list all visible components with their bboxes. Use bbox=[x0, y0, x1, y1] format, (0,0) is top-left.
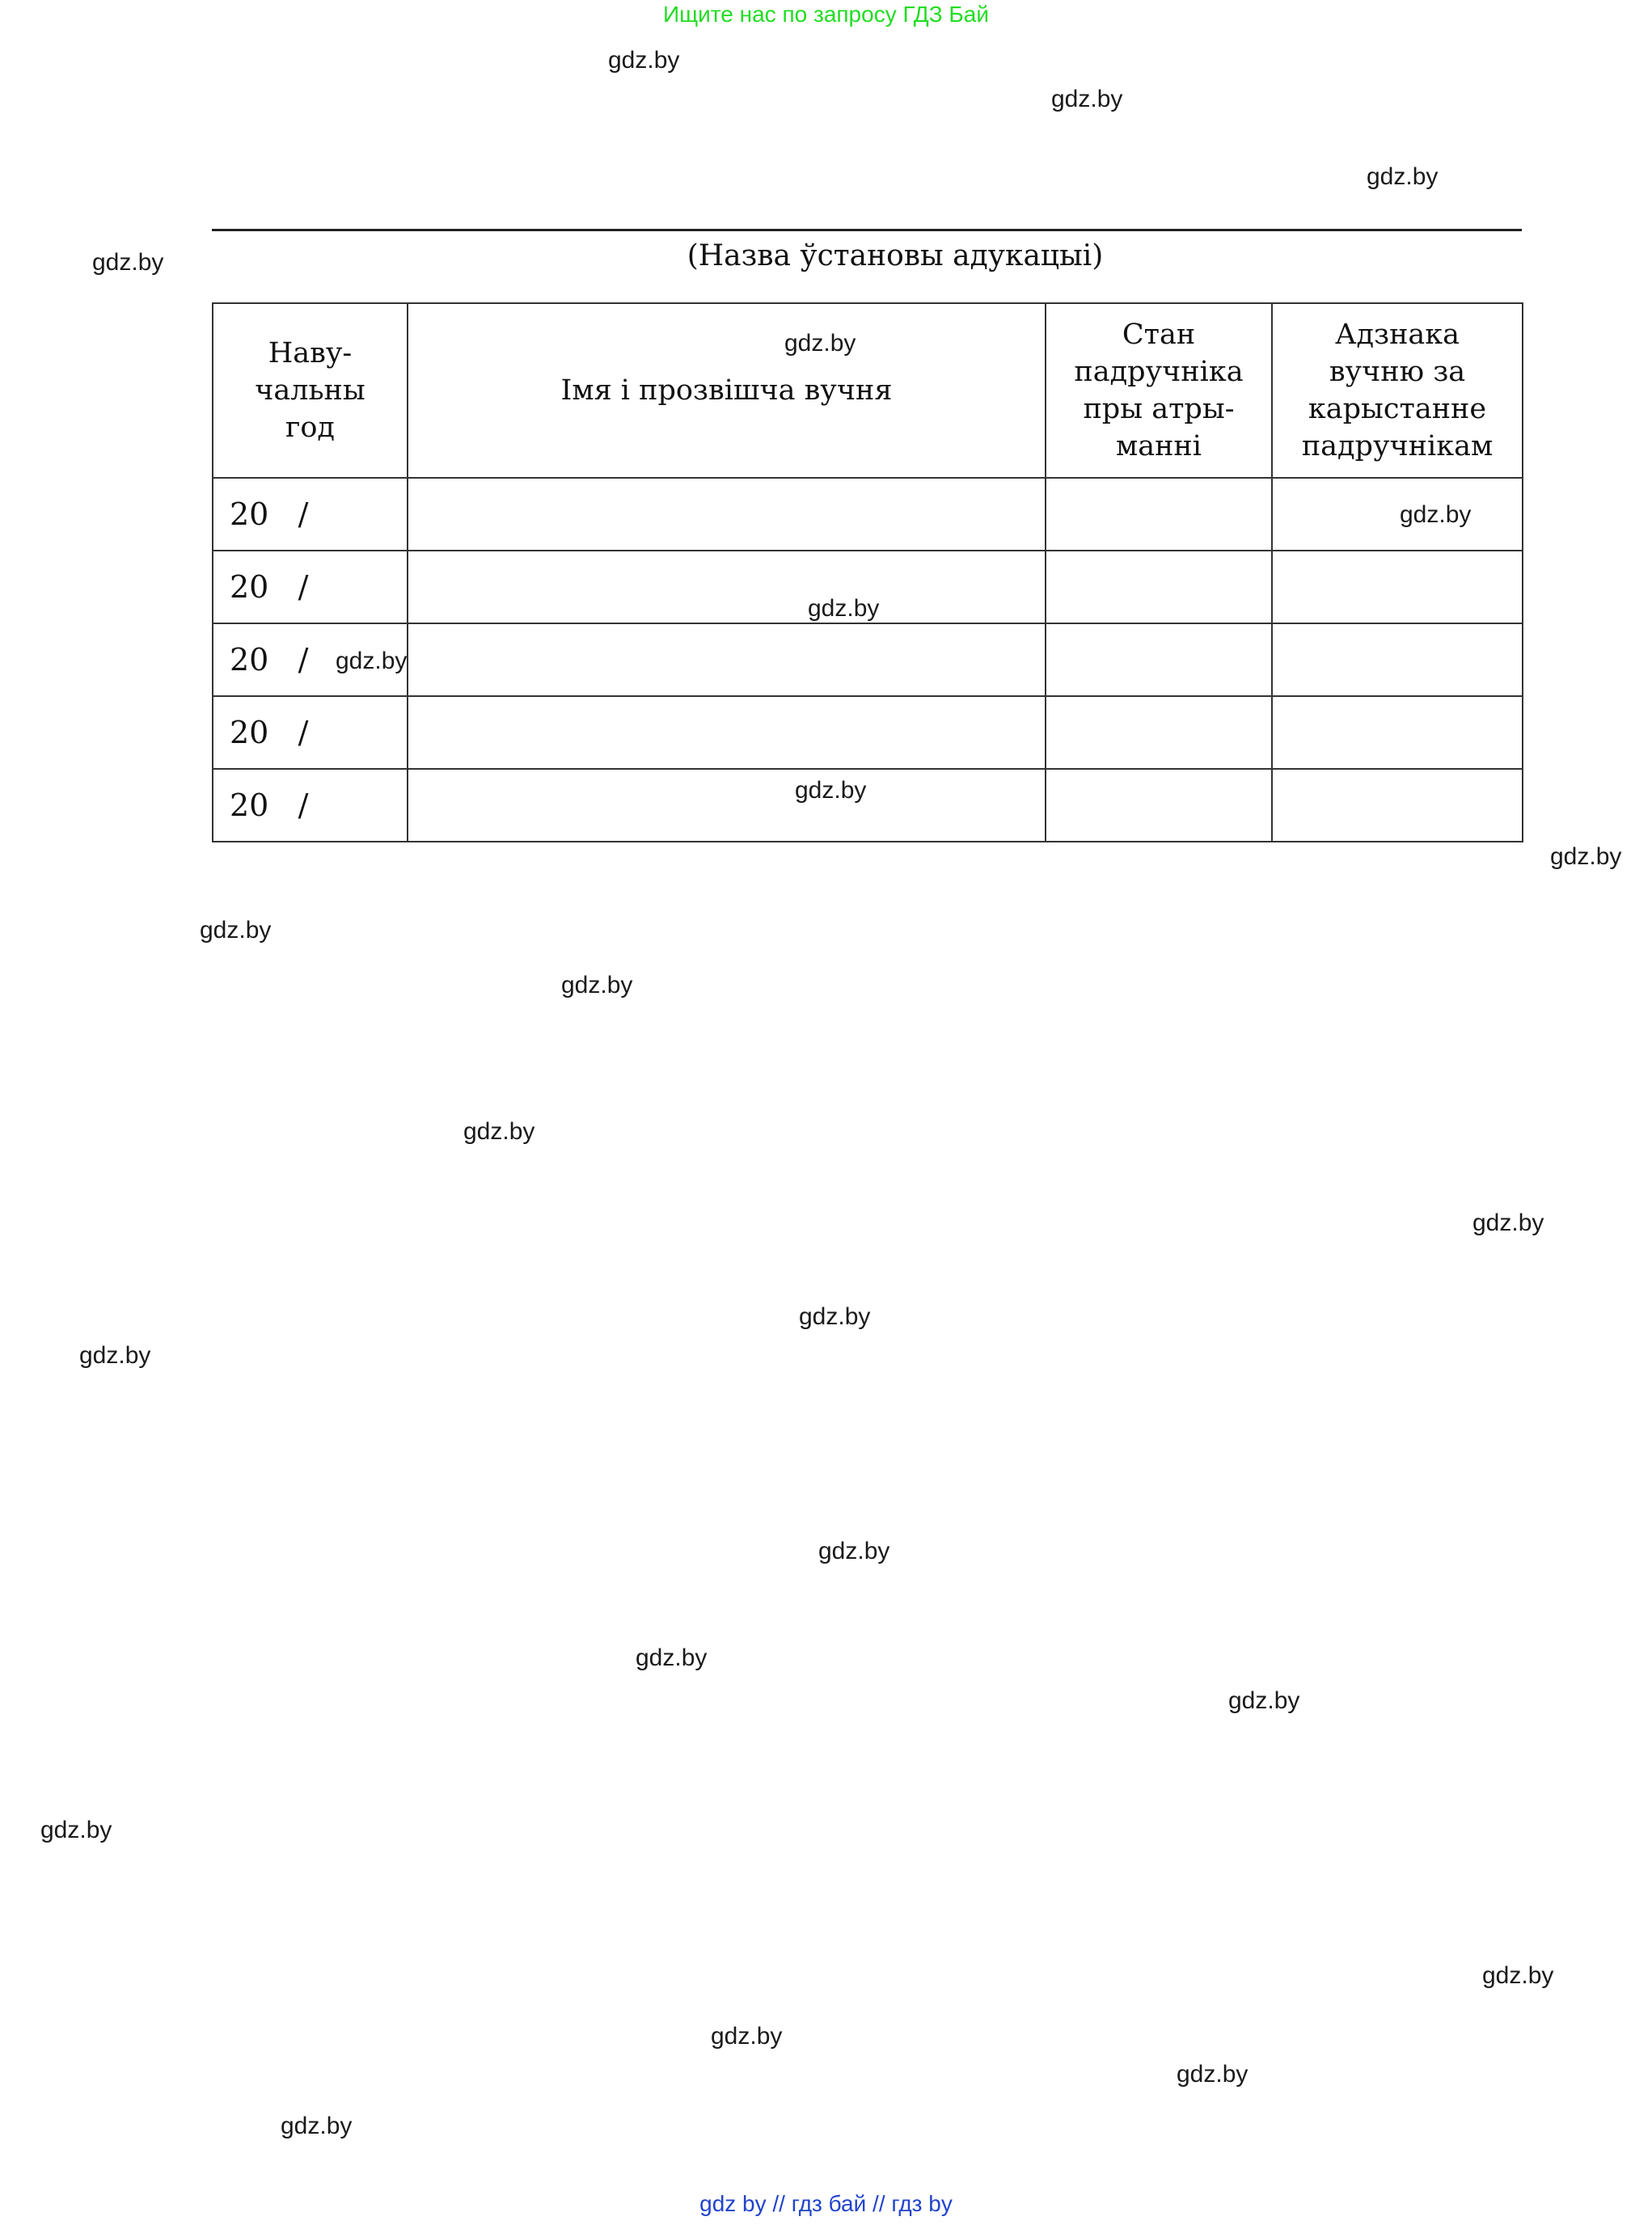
grade-cell bbox=[1272, 551, 1523, 623]
watermark-text: gdz.by bbox=[795, 777, 867, 804]
header-condition-received: Стан падручніка пры атры- манні bbox=[1046, 303, 1272, 478]
watermark-text: gdz.by bbox=[561, 972, 633, 999]
grade-cell bbox=[1272, 769, 1523, 842]
watermark-text: gdz.by bbox=[200, 917, 272, 944]
watermark-text: gdz.by bbox=[808, 595, 880, 622]
header-student-name: Імя і прозвішча вучня bbox=[408, 303, 1046, 478]
institution-caption: (Назва ўстановы адукацыі) bbox=[687, 239, 1104, 272]
table-row bbox=[213, 478, 1523, 551]
watermark-text: gdz.by bbox=[1051, 86, 1123, 112]
year-cell: 20 / bbox=[213, 478, 408, 551]
grade-cell bbox=[1272, 623, 1523, 696]
watermark-text: gdz.by bbox=[1550, 843, 1622, 870]
watermark-text: gdz.by bbox=[1482, 1962, 1554, 1989]
watermark-text: gdz.by bbox=[1400, 501, 1472, 528]
watermark-text: gdz.by bbox=[281, 2113, 353, 2139]
table-row bbox=[213, 696, 1523, 769]
watermark-text: gdz.by bbox=[336, 648, 408, 674]
name-cell bbox=[408, 769, 1046, 842]
name-cell bbox=[408, 551, 1046, 623]
watermark-text: gdz.by bbox=[1228, 1687, 1300, 1714]
grade-cell bbox=[1272, 478, 1523, 551]
table-header-row bbox=[213, 303, 1523, 478]
name-cell bbox=[408, 478, 1046, 551]
condition-cell bbox=[1046, 696, 1272, 769]
table-row bbox=[213, 623, 1523, 696]
textbook-register-table bbox=[212, 302, 1523, 842]
watermark-text: gdz.by bbox=[784, 330, 856, 357]
table-row bbox=[213, 769, 1523, 842]
name-cell bbox=[408, 696, 1046, 769]
watermark-text: gdz.by bbox=[463, 1118, 535, 1145]
institution-name-line bbox=[212, 229, 1522, 231]
watermark-text: gdz.by bbox=[40, 1817, 112, 1843]
condition-cell bbox=[1046, 769, 1272, 842]
condition-cell bbox=[1046, 623, 1272, 696]
year-cell: 20 / bbox=[213, 769, 408, 842]
name-cell bbox=[408, 623, 1046, 696]
year-cell: 20 / bbox=[213, 623, 408, 696]
condition-cell bbox=[1046, 478, 1272, 551]
watermark-text: gdz.by bbox=[92, 249, 164, 276]
grade-cell bbox=[1272, 696, 1523, 769]
watermark-text: gdz.by bbox=[711, 2023, 783, 2050]
condition-cell bbox=[1046, 551, 1272, 623]
watermark-text: gdz.by bbox=[79, 1342, 151, 1369]
year-cell: 20 / bbox=[213, 551, 408, 623]
top-banner[interactable]: Ищите нас по запросу ГДЗ Бай bbox=[662, 2, 990, 27]
header-school-year: Наву- чальны год bbox=[213, 303, 408, 478]
footer-links[interactable]: gdz by // гдз бай // гдз by bbox=[699, 2191, 953, 2216]
watermark-text: gdz.by bbox=[1177, 2061, 1249, 2088]
watermark-text: gdz.by bbox=[636, 1644, 708, 1671]
watermark-text: gdz.by bbox=[1472, 1210, 1544, 1236]
watermark-text: gdz.by bbox=[818, 1538, 890, 1564]
watermark-text: gdz.by bbox=[608, 47, 680, 74]
year-cell: 20 / bbox=[213, 696, 408, 769]
header-usage-grade: Адзнака вучню за карыстанне падручнікам bbox=[1272, 303, 1523, 478]
watermark-text: gdz.by bbox=[799, 1303, 871, 1330]
watermark-text: gdz.by bbox=[1367, 163, 1439, 190]
